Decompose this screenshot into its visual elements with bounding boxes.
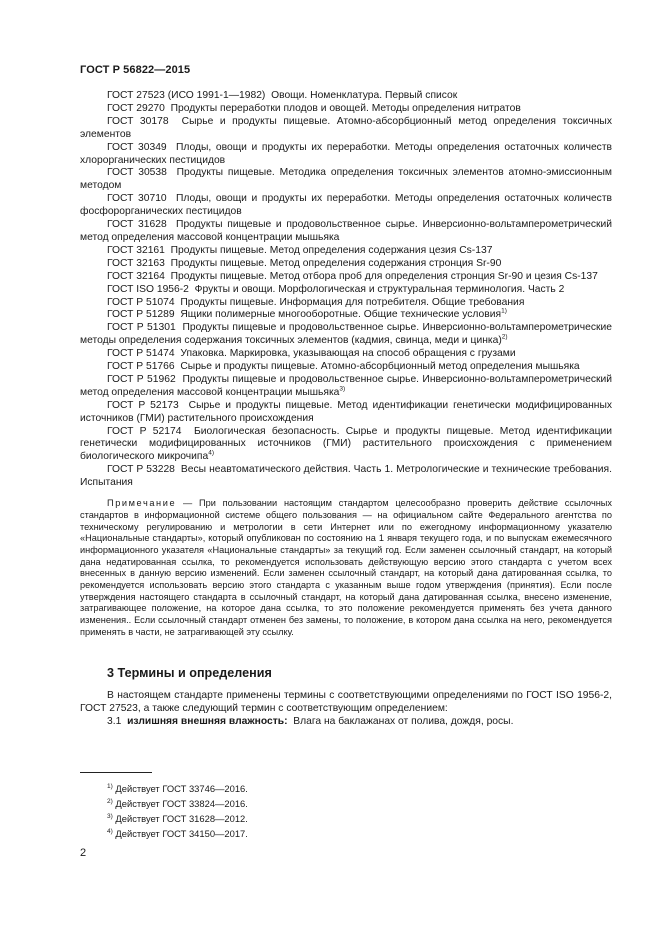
footnote-mark: 4) (107, 827, 113, 835)
reference-code: ГОСТ 30538 (107, 167, 167, 179)
reference-code: ГОСТ 30178 (107, 115, 169, 127)
document-header: ГОСТ Р 56822—2015 (80, 64, 191, 76)
footnote (107, 811, 248, 826)
footnote-mark: 1) (107, 782, 113, 790)
note-paragraph (80, 498, 612, 638)
reference-item (80, 400, 612, 426)
footnote-ref: 3) (339, 385, 346, 393)
reference-title: Плоды, овощи и продукты их переработки. Методы определения остаточных количеств хлорорганических пестицидов (80, 141, 613, 166)
section-3-title: 3 Термины и определения (107, 665, 272, 680)
reference-item (80, 309, 612, 322)
reference-code: ГОСТ 29270 (107, 102, 165, 114)
reference-code: ГОСТ 31628 (107, 219, 167, 231)
reference-title: Фрукты и овощи. Морфологическая и структуральная терминология. Часть 2 (194, 283, 565, 295)
reference-item (80, 245, 612, 258)
reference-item (80, 103, 612, 116)
reference-title: Сырье и продукты пищевые. Атомно-абсорбционный метод определения токсичных элементов (80, 115, 612, 140)
reference-code: ГОСТ Р 52174 (107, 425, 182, 437)
reference-title: Ящики полимерные многооборотные. Общие технические условия (180, 309, 502, 321)
reference-title: Весы неавтоматического действия. Часть 1. Метрологические и технические требования. Испытания (80, 464, 612, 489)
reference-code: ГОСТ 32164 (107, 270, 165, 282)
reference-item (80, 297, 612, 310)
reference-item (80, 167, 612, 193)
reference-item (80, 142, 612, 168)
reference-title: Упаковка. Маркировка, указывающая на способ обращения с грузами (180, 348, 516, 360)
reference-code: ГОСТ 32163 (107, 257, 165, 269)
reference-title: Продукты пищевые. Метод отбора проб для определения стронция Sr-90 и цезия Cs-137 (170, 270, 598, 282)
reference-title: Продукты пищевые. Метод определения содержания стронция Sr-90 (170, 257, 502, 269)
footnote-separator (80, 772, 152, 773)
reference-item (80, 426, 612, 465)
footnote-ref: 2) (501, 333, 508, 341)
reference-title: Продукты переработки плодов и овощей. Методы определения нитратов (170, 102, 521, 114)
reference-title: Биологическая безопасность. Сырье и продукты пищевые. Метод идентификации генетически модифицированных источников (ГМИ) растительного происхождения с применением биологического микрочипа (80, 425, 612, 463)
footnote-text: Действует ГОСТ 33824—2016. (115, 798, 248, 809)
term-name: излишняя внешняя влажность: (127, 715, 288, 727)
reference-code: ГОСТ 27523 (ИСО 1991-1—1982) (107, 90, 266, 101)
reference-item (80, 374, 612, 400)
reference-code: ГОСТ 30349 (107, 141, 167, 153)
reference-code: ГОСТ 32161 (107, 244, 165, 256)
normative-references-list (80, 90, 612, 490)
footnote-ref: 4) (208, 449, 214, 457)
reference-code: ГОСТ ISO 1956-2 (107, 283, 189, 295)
reference-code: ГОСТ Р 51766 (107, 361, 175, 373)
reference-item (80, 258, 612, 271)
reference-item (80, 193, 612, 219)
reference-title: Продукты пищевые и продовольственное сырье. Инверсионно-вольтамперометрические методы определения содержания токсичных элементов (кадмия, свинца, меди и цинка) (80, 322, 612, 347)
reference-title: Продукты пищевые и продовольственное сырье. Инверсионно-вольтамперометрический метод определения массовой концентрации мышьяка (80, 373, 612, 398)
reference-item (80, 90, 612, 103)
footnote-mark: 3) (107, 812, 113, 820)
reference-code: ГОСТ 30710 (107, 193, 167, 205)
page-number: 2 (80, 847, 87, 859)
reference-item (80, 348, 612, 361)
reference-item (80, 284, 612, 297)
footnote-text: Действует ГОСТ 31628—2012. (115, 813, 248, 824)
reference-title: Продукты пищевые. Метод определения содержания цезия Cs-137 (170, 244, 493, 256)
reference-item (80, 116, 612, 142)
footnote-mark: 2) (107, 797, 113, 805)
reference-title: Овощи. Номенклатура. Первый список (271, 90, 458, 101)
section-3-intro: В настоящем стандарте применены термины с соответствующими определениями по ГОСТ ISO 1956-2, ГОСТ 27523, а также следующий термин с соответствующим определением: (80, 689, 612, 714)
reference-item (80, 219, 612, 245)
note-label: Примечание (107, 498, 177, 509)
footnote-text: Действует ГОСТ 34150—2017. (115, 828, 248, 839)
reference-code: ГОСТ Р 51301 (107, 322, 176, 334)
reference-code: ГОСТ Р 51474 (107, 348, 175, 360)
footnote-text: Действует ГОСТ 33746—2016. (115, 783, 248, 794)
reference-title: Продукты пищевые и продовольственное сырье. Инверсионно-вольтамперометрический метод определения массовой концентрации мышьяка (80, 219, 612, 243)
reference-title: Сырье и продукты пищевые. Атомно-абсорбционный метод определения мышьяка (180, 361, 580, 373)
reference-code: ГОСТ Р 51289 (107, 309, 175, 321)
reference-code: ГОСТ Р 51962 (107, 373, 176, 385)
footnote (107, 781, 248, 796)
footnote-ref: 1) (501, 307, 507, 315)
term-3-1 (80, 715, 612, 728)
reference-title: Продукты пищевые. Методика определения токсичных элементов атомно-эмиссионным методом (80, 167, 613, 192)
reference-title: Сырье и продукты пищевые. Метод идентификации генетически модифицированных источников (ГМИ) растительного происхождения (80, 399, 612, 424)
reference-code: ГОСТ Р 52173 (107, 399, 179, 411)
reference-code: ГОСТ Р 53228 (107, 464, 175, 476)
term-definition: Влага на баклажанах от полива, дождя, росы. (293, 715, 514, 727)
footnote (107, 826, 248, 841)
reference-item (80, 361, 612, 374)
term-number: 3.1 (107, 715, 122, 727)
note-text: — При пользовании настоящим стандартом целесообразно проверить действие ссылочных стандартов в информационной системе общего пользования — на официальном сайте Федерального агентства по техническому регулированию и метрологии в сети Интернет или по ежегодному информационному указателю «Национальные стандарты», который опубликован по состоянию на 1 января текущего года, и по выпускам ежемесячного информационного указателя «Национальные стандарты» за текущий год. Если заменен ссылочный стандарт, на который дана недатированная ссылка, то рекомендуется использовать действующую версию этого стандарта с учетом всех внесенных в данную версию изменений. Если заменен ссылочный стандарт, на который дана датированная ссылка, то рекомендуется использовать версию этого стандарта с указанным выше годом утверждения (принятия). Если после утверждения настоящего стандарта в ссылочный стандарт, на который дана датированная ссылка, внесено изменение, затрагивающее положение, на которое дана ссылка, то это положение рекомендуется применять без учета данного изменения.. Если ссылочный стандарт отменен без замены, то положение, в котором дана ссылка на него, рекомендуется применять в части, не затрагивающей эту ссылку. (80, 498, 612, 637)
document-body (80, 90, 612, 728)
reference-title: Плоды, овощи и продукты их переработки. Методы определения остаточных количеств фосфорорганических пестицидов (80, 193, 613, 218)
reference-title: Продукты пищевые. Информация для потребителя. Общие требования (180, 296, 525, 308)
reference-item (80, 464, 612, 490)
footnotes (107, 781, 248, 841)
reference-item (80, 322, 612, 348)
footnote (107, 796, 248, 811)
reference-code: ГОСТ Р 51074 (107, 296, 175, 308)
reference-item (80, 271, 612, 284)
